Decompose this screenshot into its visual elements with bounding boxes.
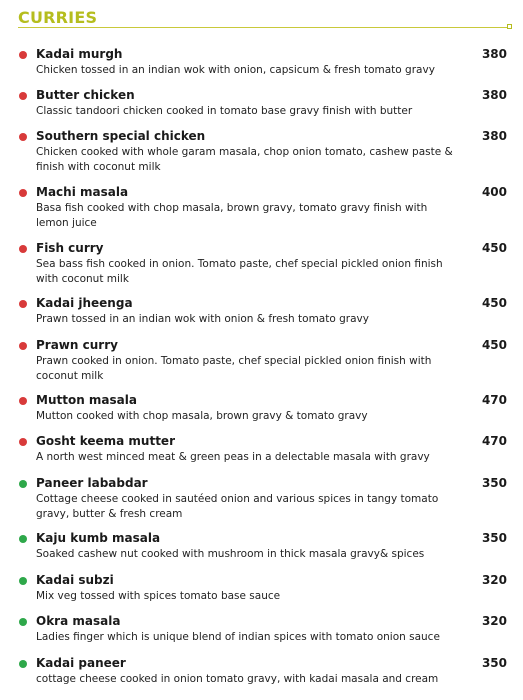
item-price: 400 <box>481 185 507 199</box>
item-description: cottage cheese cooked in onion tomato gravy, with kadai masala and cream <box>36 673 439 685</box>
item-price: 380 <box>481 47 507 61</box>
item-description: Basa fish cooked with chop masala, brown gravy, tomato gravy finish with lemon juice <box>36 202 428 229</box>
item-description: A north west minced meat & green peas in a delectable masala with gravy <box>36 451 430 463</box>
item-description: Ladies finger which is unique blend of indian spices with tomato onion sauce <box>36 631 440 643</box>
item-price: 470 <box>481 434 507 448</box>
item-name: Gosht keema mutter <box>36 434 175 448</box>
item-price: 470 <box>481 393 507 407</box>
item-name: Southern special chicken <box>36 129 206 143</box>
item-price: 450 <box>481 338 507 352</box>
item-description: Mix veg tossed with spices tomato base sauce <box>36 590 281 602</box>
title-underline <box>18 27 508 28</box>
item-price: 380 <box>481 88 507 102</box>
item-description: Chicken cooked with whole garam masala, chop onion tomato, cashew paste & finish with coconut milk <box>36 146 453 173</box>
item-description: Chicken tossed in an indian wok with onion, capsicum & fresh tomato gravy <box>36 64 435 76</box>
non-veg-indicator-icon <box>19 92 27 100</box>
non-veg-indicator-icon <box>19 342 27 350</box>
item-name: Kaju kumb masala <box>36 531 161 545</box>
item-description: Classic tandoori chicken cooked in tomato base gravy finish with butter <box>36 105 413 117</box>
item-price: 380 <box>481 129 507 143</box>
non-veg-indicator-icon <box>19 133 27 141</box>
underline-end-marker <box>507 24 512 29</box>
veg-indicator-icon <box>19 535 27 543</box>
non-veg-indicator-icon <box>19 300 27 308</box>
item-price: 320 <box>481 614 507 628</box>
item-price: 350 <box>481 531 507 545</box>
non-veg-indicator-icon <box>19 245 27 253</box>
item-name: Fish curry <box>36 241 104 255</box>
item-name: Kadai murgh <box>36 47 123 61</box>
item-description: Cottage cheese cooked in sautéed onion and various spices in tangy tomato gravy, butter & fresh cream <box>36 493 439 520</box>
non-veg-indicator-icon <box>19 397 27 405</box>
item-name: Kadai subzi <box>36 573 114 587</box>
item-name: Kadai paneer <box>36 656 126 670</box>
item-name: Paneer lababdar <box>36 476 148 490</box>
veg-indicator-icon <box>19 660 27 668</box>
item-description: Soaked cashew nut cooked with mushroom in thick masala gravy& spices <box>36 548 425 560</box>
item-price: 350 <box>481 656 507 670</box>
item-name: Kadai jheenga <box>36 296 133 310</box>
item-name: Machi masala <box>36 185 129 199</box>
item-description: Mutton cooked with chop masala, brown gravy & tomato gravy <box>36 410 368 422</box>
veg-indicator-icon <box>19 577 27 585</box>
item-price: 350 <box>481 476 507 490</box>
item-name: Butter chicken <box>36 88 135 102</box>
non-veg-indicator-icon <box>19 189 27 197</box>
veg-indicator-icon <box>19 480 27 488</box>
item-price: 450 <box>481 241 507 255</box>
item-name: Prawn curry <box>36 338 118 352</box>
item-price: 320 <box>481 573 507 587</box>
veg-indicator-icon <box>19 618 27 626</box>
item-price: 450 <box>481 296 507 310</box>
section-header <box>18 8 514 32</box>
item-name: Okra masala <box>36 614 121 628</box>
item-description: Prawn tossed in an indian wok with onion & fresh tomato gravy <box>36 313 369 325</box>
item-description: Sea bass fish cooked in onion. Tomato paste, chef special pickled onion finish with coconut milk <box>36 258 443 285</box>
non-veg-indicator-icon <box>19 438 27 446</box>
non-veg-indicator-icon <box>19 51 27 59</box>
item-name: Mutton masala <box>36 393 137 407</box>
section-title: CURRIES <box>18 8 98 27</box>
item-description: Prawn cooked in onion. Tomato paste, chef special pickled onion finish with coconut milk <box>36 355 432 382</box>
